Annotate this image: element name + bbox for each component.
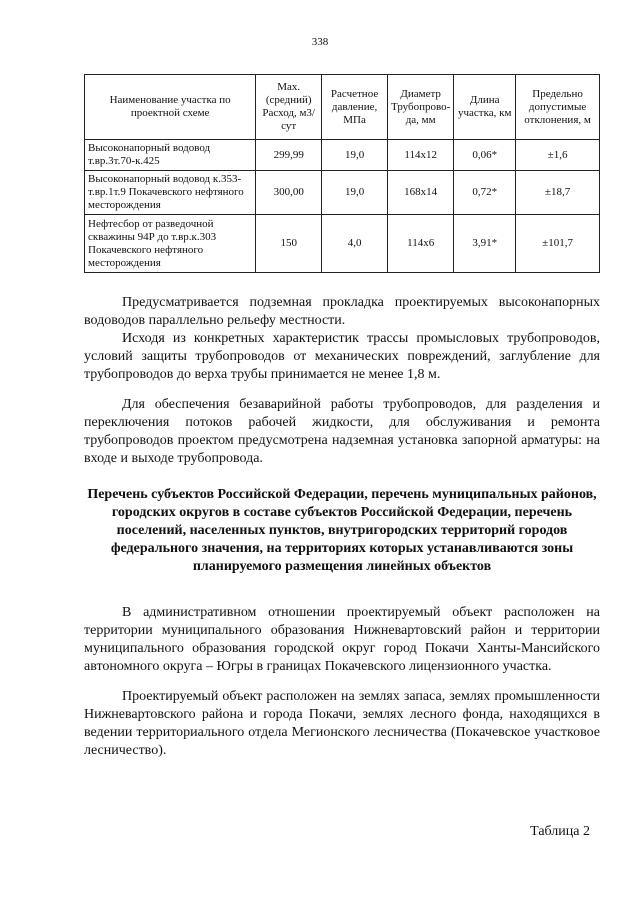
paragraph-valves: Для обеспечения безаварийной работы трубопроводов, для разделения и переключения потоков рабочей жидкости, для обслуживания и ремонта трубопроводов проектом предусмотрена надземная установка запорной арматуры: на входе и выходе трубопровода. — [84, 397, 600, 466]
header-pressure: Расчетное давление, МПа — [322, 75, 388, 140]
cell-section-name: Высоконапорный водовод к.353-т.вр.1т.9 Покачевского нефтяного месторождения — [85, 171, 256, 215]
header-length: Длина участка, км — [454, 75, 516, 140]
cell-length: 3,91* — [454, 215, 516, 273]
cell-diameter: 114x12 — [388, 140, 454, 171]
table-row — [85, 171, 600, 215]
pipeline-table — [84, 74, 600, 273]
page-number: 338 — [311, 36, 329, 48]
header-tolerance: Предельно допустимые отклонения, м — [516, 75, 600, 140]
cell-flow-rate: 300,00 — [256, 171, 322, 215]
cell-flow-rate: 299,99 — [256, 140, 322, 171]
cell-flow-rate: 150 — [256, 215, 322, 273]
table-caption: Таблица 2 — [530, 824, 590, 839]
paragraph-administrative: В административном отношении проектируемый объект расположен на территории муниципального образования Нижневартовский район и территории муниципального образования городской округ город Покачи Ханты-Мансийского автономного округа – Югры в границах Покачевского лицензионного участка. — [84, 605, 600, 674]
cell-tolerance: ±18,7 — [516, 171, 600, 215]
cell-pressure: 4,0 — [322, 215, 388, 273]
header-flow-rate: Мах. (средний) Расход, м3/сут — [256, 75, 322, 140]
cell-tolerance: ±101,7 — [516, 215, 600, 273]
cell-diameter: 168x14 — [388, 171, 454, 215]
cell-tolerance: ±1,6 — [516, 140, 600, 171]
section-heading: Перечень субъектов Российской Федерации, перечень муниципальных районов, городских округов в составе субъектов Российской Федерации, перечень поселений, населенных пунктов, внутригородских территорий городов федерального значения, на территориях которых устанавливаются зоны планируемого размещения линейных объектов — [87, 487, 597, 574]
cell-section-name: Нефтесбор от разведочной скважины 94Р до т.вр.к.303 Покачевского нефтяного месторождения — [85, 215, 256, 273]
table-row — [85, 140, 600, 171]
cell-diameter: 114x6 — [388, 215, 454, 273]
paragraph-depth: Исходя из конкретных характеристик трассы промысловых трубопроводов, условий защиты трубопроводов от механических повреждений, заглубление для трубопроводов до верха трубы принимается не менее 1,8 м. — [84, 331, 600, 382]
cell-pressure: 19,0 — [322, 140, 388, 171]
header-section-name: Наименование участка по проектной схеме — [85, 75, 256, 140]
paragraph-laying: Предусматривается подземная прокладка проектируемых высоконапорных водоводов параллельно рельефу местности. — [84, 295, 600, 328]
table-header-row — [85, 75, 600, 140]
cell-section-name: Высоконапорный водовод т.вр.3т.70-к.425 — [85, 140, 256, 171]
cell-length: 0,06* — [454, 140, 516, 171]
header-diameter: Диаметр Трубопрово-да, мм — [388, 75, 454, 140]
cell-length: 0,72* — [454, 171, 516, 215]
table-row — [85, 215, 600, 273]
paragraph-land: Проектируемый объект расположен на землях запаса, землях промышленности Нижневартовского района и города Покачи, землях лесного фонда, находящихся в ведении территориального отдела Мегионского лесничества (Покачевское участковое лесничество). — [84, 689, 600, 758]
cell-pressure: 19,0 — [322, 171, 388, 215]
